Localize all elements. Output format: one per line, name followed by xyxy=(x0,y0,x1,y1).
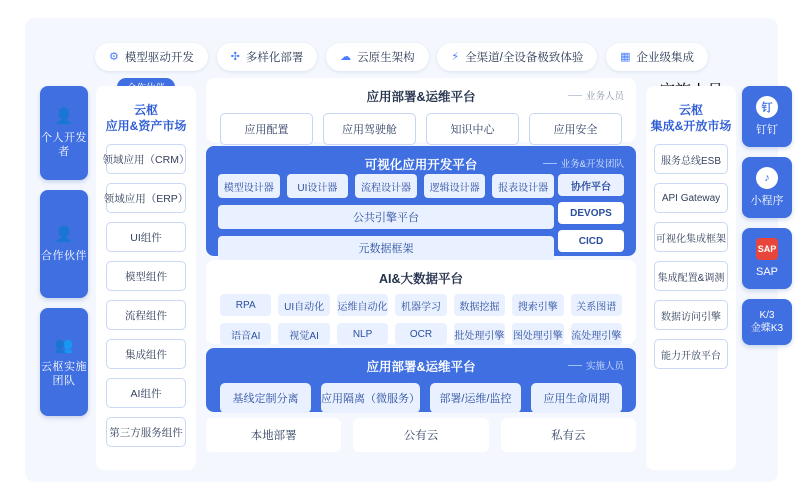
feature-chip-label: 模型驱动开发 xyxy=(124,52,194,64)
ai-item-data-mining[interactable]: 数据挖掘 xyxy=(454,294,505,316)
button-app-security[interactable]: 应用安全 xyxy=(529,113,622,145)
button-app-isolation[interactable]: 应用隔离（微服务） xyxy=(321,383,420,413)
role-tab-individual-developer[interactable] xyxy=(40,86,88,180)
product-tab-label: 金蝶K3 xyxy=(750,323,784,334)
section-title: AI&大数据平台 xyxy=(378,272,464,286)
section-ai-bigdata-platform xyxy=(206,260,636,344)
section-deploy-ops-business xyxy=(206,78,636,142)
bar-common-engine-platform[interactable]: 公共引擎平台 xyxy=(218,205,554,229)
ai-item-rpa[interactable]: RPA xyxy=(220,294,271,316)
role-dash-icon xyxy=(543,163,557,164)
list-item[interactable]: 领域应用（ERP） xyxy=(106,183,186,213)
product-tab-kingdee-k3[interactable] xyxy=(742,299,792,345)
button-app-config[interactable]: 应用配置 xyxy=(220,113,313,145)
option-on-premise[interactable]: 本地部署 xyxy=(206,418,341,452)
left-market-title xyxy=(96,86,196,144)
feature-chip-label: 企业级集成 xyxy=(636,52,694,64)
list-item[interactable]: API Gateway xyxy=(654,183,728,213)
tool-model-designer[interactable]: 模型设计器 xyxy=(218,174,280,198)
section-deployment-options xyxy=(206,418,636,460)
list-item[interactable]: 流程组件 xyxy=(106,300,186,330)
section-role-dev xyxy=(543,156,624,170)
ai-item-ops-automation[interactable]: 运维自动化 xyxy=(337,294,388,316)
team-icon: 👥 xyxy=(54,337,74,354)
visual-designer-row xyxy=(218,174,554,198)
product-tab-dingtalk[interactable] xyxy=(742,86,792,147)
sap-icon: SAP xyxy=(756,238,778,260)
tool-report-designer[interactable]: 报表设计器 xyxy=(492,174,554,198)
gear-icon: ⚙ xyxy=(109,50,119,63)
feature-chip-model-driven[interactable] xyxy=(95,43,208,71)
right-product-tabs xyxy=(742,86,792,355)
button-knowledge-center[interactable]: 知识中心 xyxy=(426,113,519,145)
list-item[interactable]: 模型组件 xyxy=(106,261,186,291)
feature-chip-label: 全渠道/全设备极致体验 xyxy=(465,52,584,64)
list-item[interactable]: 数据访问引擎 xyxy=(654,300,728,330)
bar-metadata-framework[interactable]: 元数据框架 xyxy=(218,236,554,260)
section-deploy-ops-implementation xyxy=(206,348,636,412)
grid-icon: ✣ xyxy=(230,50,240,63)
ai-item-knowledge-graph[interactable]: 关系图谱 xyxy=(571,294,622,316)
list-item[interactable]: UI组件 xyxy=(106,222,186,252)
left-market-title-line2: 应用&资产市场 xyxy=(105,119,187,133)
k3-code-label: K/3 xyxy=(759,310,775,321)
tool-ui-designer[interactable]: UI设计器 xyxy=(287,174,349,198)
right-market-panel xyxy=(646,86,736,470)
left-role-tabs xyxy=(40,86,88,426)
ai-item-nlp[interactable]: NLP xyxy=(337,323,388,345)
feature-chip-label: 多样化部署 xyxy=(245,52,304,64)
button-baseline-separation[interactable]: 基线定制分离 xyxy=(220,383,311,413)
top-feature-row xyxy=(95,42,708,72)
button-deploy-ops-monitor[interactable]: 部署/运维/监控 xyxy=(430,383,521,413)
feature-chip-label: 云原生架构 xyxy=(357,52,415,64)
role-dash-icon xyxy=(568,365,582,366)
ai-row-2 xyxy=(206,316,636,345)
section-role-business xyxy=(568,88,624,102)
list-item[interactable]: 能力开放平台 xyxy=(654,339,728,369)
right-market-title xyxy=(646,86,736,144)
option-public-cloud[interactable]: 公有云 xyxy=(353,418,488,452)
section-title: 应用部署&运维平台 xyxy=(366,90,476,104)
list-item[interactable]: 服务总线ESB xyxy=(654,144,728,174)
list-item[interactable]: 第三方服务组件 xyxy=(106,417,186,447)
building-icon: ▦ xyxy=(620,50,631,63)
product-tab-label: SAP xyxy=(755,266,778,278)
role-label: 业务人员 xyxy=(585,91,624,102)
product-tab-label: 小程序 xyxy=(750,195,784,207)
person-icon: 👤 xyxy=(54,108,74,125)
deploy1-button-row xyxy=(206,105,636,145)
section-title: 应用部署&运维平台 xyxy=(366,360,476,374)
tool-process-designer[interactable]: 流程设计器 xyxy=(355,174,417,198)
product-tab-label: 钉钉 xyxy=(756,124,778,136)
cloud-option-row xyxy=(206,418,636,452)
tool-logic-designer[interactable]: 逻辑设计器 xyxy=(424,174,486,198)
product-tab-sap[interactable] xyxy=(742,228,792,289)
ai-item-batch-engine[interactable]: 批处理引擎 xyxy=(454,323,505,345)
collab-item-devops[interactable]: DEVOPS xyxy=(558,202,624,224)
list-item[interactable]: AI组件 xyxy=(106,378,186,408)
role-label: 实施人员 xyxy=(585,361,624,372)
right-market-title-line2: 集成&开放市场 xyxy=(650,119,732,133)
role-tab-label: 云枢实施团队 xyxy=(41,361,87,387)
collab-platform-group xyxy=(558,174,624,258)
left-market-title-line1: 云枢 xyxy=(133,103,158,117)
ai-item-machine-learning[interactable]: 机器学习 xyxy=(395,294,446,316)
ai-item-ocr[interactable]: OCR xyxy=(395,323,446,345)
miniprogram-icon: ♪ xyxy=(756,167,778,189)
role-tab-label: 个人开发者 xyxy=(41,132,87,158)
right-market-title-line1: 云枢 xyxy=(678,103,703,117)
list-item[interactable]: 领域应用（CRM） xyxy=(106,144,186,174)
feature-chip-multi-deploy[interactable] xyxy=(217,43,318,71)
list-item[interactable]: 集成组件 xyxy=(106,339,186,369)
ai-item-graph-engine[interactable]: 图处理引擎 xyxy=(512,323,563,345)
product-tab-miniprogram[interactable] xyxy=(742,157,792,218)
button-app-cockpit[interactable]: 应用驾驶舱 xyxy=(323,113,416,145)
ai-item-vision-ai[interactable]: 视觉AI xyxy=(278,323,329,345)
deploy2-button-row xyxy=(206,375,636,413)
role-tab-implementation-team[interactable] xyxy=(40,308,88,416)
ai-item-speech-ai[interactable]: 语音AI xyxy=(220,323,271,345)
role-label: 业务&开发团队 xyxy=(560,159,624,170)
visual-tools-area xyxy=(218,174,554,260)
role-tab-partner[interactable] xyxy=(40,190,88,298)
role-tab-label: 合作伙伴 xyxy=(41,250,87,262)
dingtalk-icon: 钉 xyxy=(756,96,778,118)
role-dash-icon xyxy=(568,95,582,96)
people-icon: 👤 xyxy=(54,226,74,243)
collab-platform-title: 协作平台 xyxy=(558,174,624,196)
left-market-panel xyxy=(96,86,196,470)
section-title: 可视化应用开发平台 xyxy=(364,158,478,172)
ai-item-ui-automation[interactable]: UI自动化 xyxy=(278,294,329,316)
feature-chip-cloud-native[interactable] xyxy=(326,43,429,71)
ai-item-search-engine[interactable]: 搜索引擎 xyxy=(512,294,563,316)
section-role-implementation xyxy=(568,358,624,372)
option-private-cloud[interactable]: 私有云 xyxy=(501,418,636,452)
section-visual-dev-platform xyxy=(206,146,636,256)
ai-row-1 xyxy=(206,287,636,316)
button-app-lifecycle[interactable]: 应用生命周期 xyxy=(531,383,622,413)
lightning-icon: ⚡ xyxy=(451,50,460,63)
collab-item-cicd[interactable]: CICD xyxy=(558,230,624,252)
list-item[interactable]: 可视化集成框架 xyxy=(654,222,728,252)
feature-chip-enterprise-integration[interactable] xyxy=(606,43,708,71)
list-item[interactable]: 集成配置&调测 xyxy=(654,261,728,291)
feature-chip-omnichannel[interactable] xyxy=(437,43,597,71)
ai-item-stream-engine[interactable]: 流处理引擎 xyxy=(571,323,622,345)
cloud-icon: ☁ xyxy=(340,50,352,63)
